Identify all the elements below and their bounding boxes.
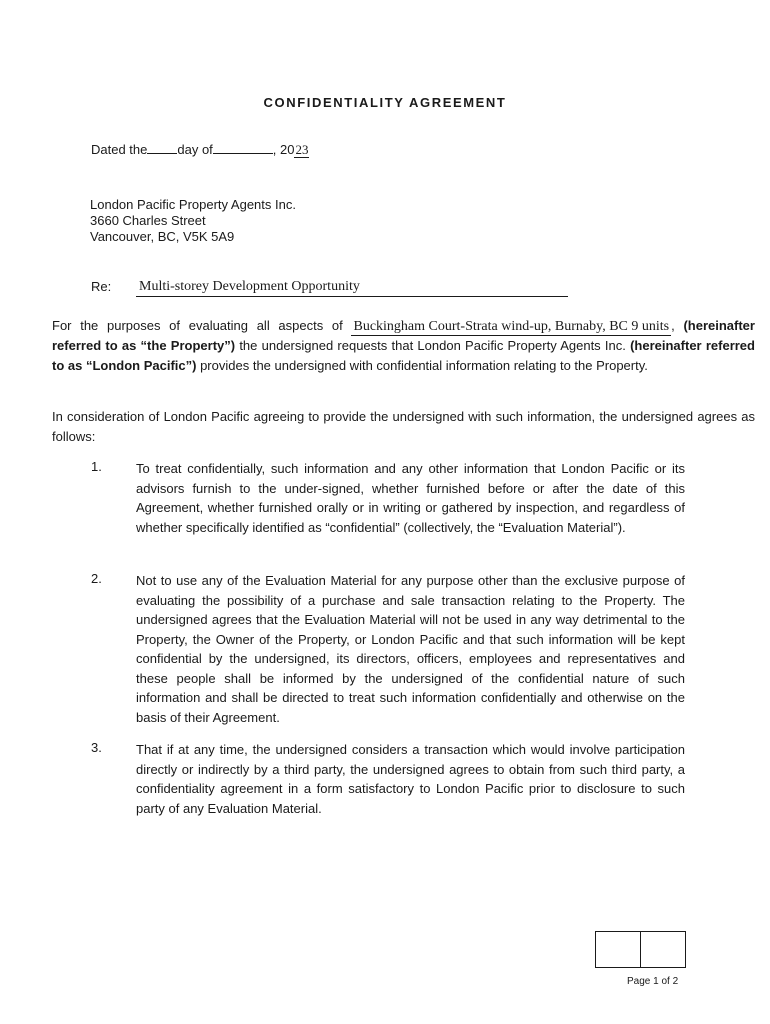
property-definition: (hereinafter referred to as “the Property”) — [52, 318, 755, 353]
list-item-number: 1. — [91, 459, 102, 474]
dated-line — [91, 139, 309, 158]
page-number: Page 1 of 2 — [627, 976, 679, 987]
document-title: CONFIDENTIALITY AGREEMENT — [263, 95, 507, 110]
property-fill-field[interactable]: Buckingham Court-Strata wind-up, Burnaby, BC 9 units — [353, 319, 670, 334]
dated-prefix: Dated the — [91, 142, 148, 157]
dated-day-of: day of — [177, 142, 213, 157]
list-item-text: To treat confidentially, such information and any other information that London Pacific or its advisors furnish to the under-signed, whether furnished before or after the date of this Agreement, whether furnished orally or in writing or gathered by inspection, and regardless of whether specifically identified as “confidential” (collectively, the “Evaluation Material”). — [136, 461, 685, 535]
list-item — [91, 740, 685, 818]
address-line-2: 3660 Charles Street — [90, 213, 206, 228]
day-blank[interactable] — [147, 139, 177, 154]
initials-box-1[interactable] — [596, 932, 640, 967]
agent-definition: (hereinafter referred to as “London Pacific”) — [52, 338, 755, 373]
list-item — [91, 459, 685, 537]
paragraph-purpose-comma: , — [671, 318, 675, 333]
list-item-number: 2. — [91, 571, 102, 586]
re-label: Re: — [91, 279, 112, 294]
year-fill-field[interactable]: 23 — [295, 142, 309, 157]
paragraph-purpose — [52, 316, 755, 375]
list-item — [91, 571, 685, 727]
month-blank[interactable] — [213, 139, 273, 154]
re-subject-field[interactable]: Multi-storey Development Opportunity — [139, 279, 360, 294]
initials-box-2[interactable] — [640, 932, 685, 967]
list-item-text: Not to use any of the Evaluation Material for any purpose other than the exclusive purpose of evaluating the possibility of a purchase and sale transaction relating to the Property. The undersigned agrees that the Evaluation Material will not be used in any way detrimental to the Property, the Owner of the Property, or London Pacific and that such information will be kept confidential by the undersigned, its directors, officers, employees and representatives and these people shall be informed by the undersigned of the confidential nature of such information and shall be directed to treat such information confidentially and otherwise on the basis of their Agreement. — [136, 573, 685, 725]
paragraph-purpose-lead: For the purposes of evaluating all aspects of — [52, 318, 352, 333]
paragraph-purpose-tail: provides the undersigned with confidential information relating to the Property. — [196, 357, 648, 373]
recipient-address — [90, 197, 296, 245]
list-item-text: That if at any time, the undersigned considers a transaction which would involve participation directly or indirectly by a third party, the undersigned agrees to obtain from such third party, a confidentiality agreement in a form satisfactory to London Pacific prior to disclosure to such party of any Evaluation Material. — [136, 742, 685, 816]
initials-boxes — [595, 931, 686, 968]
dated-year-prefix: , 20 — [272, 142, 295, 157]
list-item-number: 3. — [91, 740, 102, 755]
paragraph-consideration: In consideration of London Pacific agreeing to provide the undersigned with such information, the undersigned agrees as follows: — [52, 409, 755, 444]
paragraph-purpose-mid: the undersigned requests that London Pacific Property Agents Inc. — [235, 338, 631, 353]
address-line-1: London Pacific Property Agents Inc. — [90, 197, 296, 212]
address-line-3: Vancouver, BC, V5K 5A9 — [90, 229, 235, 244]
